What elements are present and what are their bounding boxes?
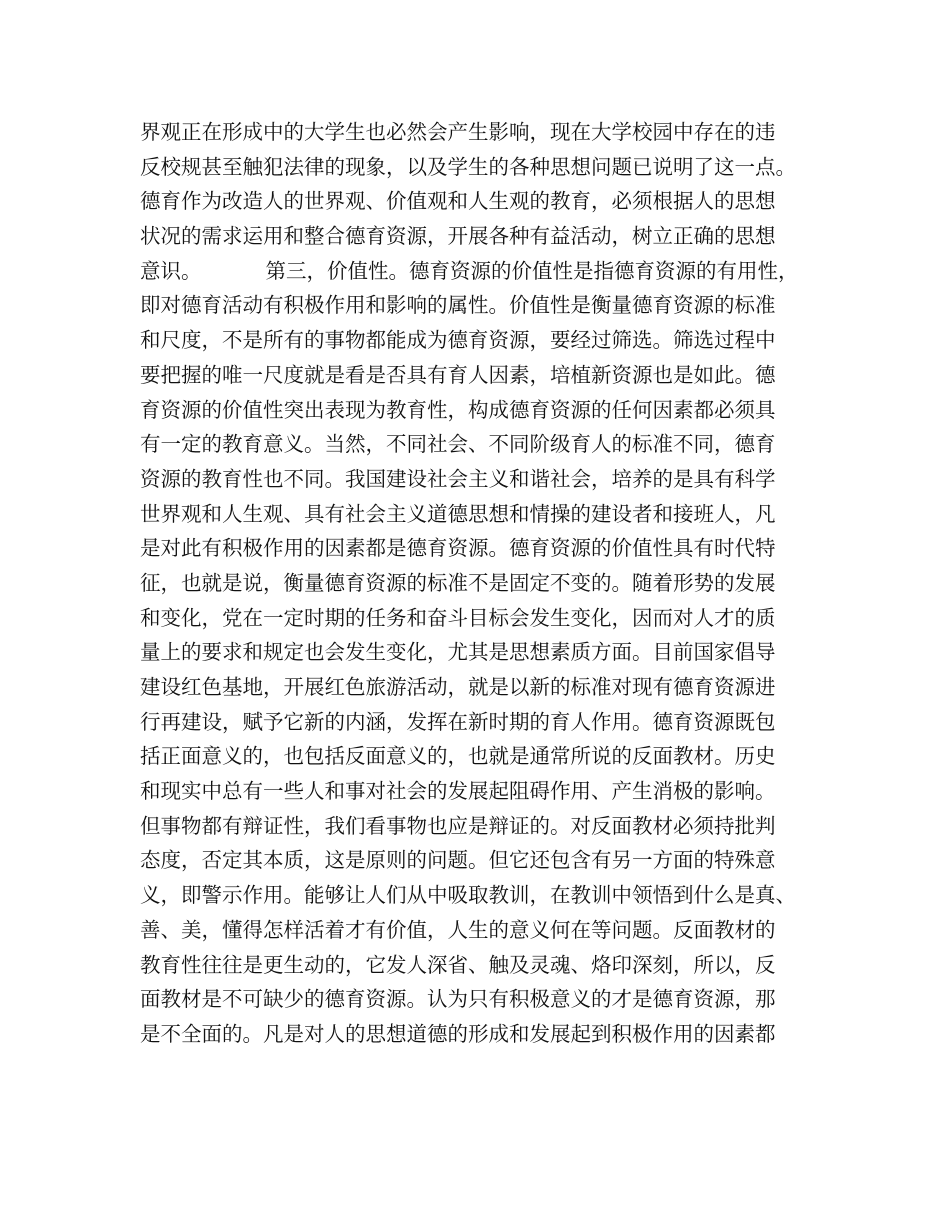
section-heading-inline: 第三，价值性。德育资源的价值性是指德育资源的有用性， [265,258,799,283]
text-line: 是不全面的。凡是对人的思想道德的形成和发展起到积极作用的因素都 [140,1021,776,1046]
text-line: 德育作为改造人的世界观、价值观和人生观的教育，必须根据人的思想 [140,189,776,214]
text-line: 有一定的教育意义。当然，不同社会、不同阶级育人的标准不同，德育 [140,432,776,457]
text-line: 括正面意义的，也包括反面意义的，也就是通常所说的反面教材。历史 [140,744,776,769]
text-line: 态度，否定其本质，这是原则的问题。但它还包含有另一方面的特殊意 [140,848,776,873]
text-line: 是对此有积极作用的因素都是德育资源。德育资源的价值性具有时代特 [140,536,776,561]
text-line: 即对德育活动有积极作用和影响的属性。价值性是衡量德育资源的标准 [140,293,776,318]
text-line: 和变化，党在一定时期的任务和奋斗目标会发生变化，因而对人才的质 [140,605,776,630]
text-line: 善、美，懂得怎样活着才有价值，人生的意义何在等问题。反面教材的 [140,917,776,942]
text-line: 教育性往往是更生动的，它发人深省、触及灵魂、烙印深刻，所以，反 [140,952,776,977]
text-line: 但事物都有辩证性，我们看事物也应是辩证的。对反面教材必须持批判 [140,813,776,838]
text-line: 要把握的唯一尺度就是看是否具有育人因素，培植新资源也是如此。德 [140,362,776,387]
text-line: 界观正在形成中的大学生也必然会产生影响，现在大学校园中存在的违 [140,120,776,144]
body-text [140,115,830,1052]
text-line: 建设红色基地，开展红色旅游活动，就是以新的标准对现有德育资源进 [140,675,776,699]
text-line [140,254,830,289]
text-line: 和现实中总有一些人和事对社会的发展起阻碍作用、产生消极的影响。 [140,779,776,804]
text-line: 征，也就是说，衡量德育资源的标准不是固定不变的。随着形势的发展 [140,570,776,595]
text-line: 状况的需求运用和整合德育资源，开展各种有益活动，树立正确的思想 [140,224,776,249]
text-line: 育资源的价值性突出表现为教育性，构成德育资源的任何因素都必须具 [140,397,776,422]
text-line: 和尺度，不是所有的事物都能成为德育资源，要经过筛选。筛选过程中 [140,328,776,353]
text-line: 世界观和人生观、具有社会主义道德思想和情操的建设者和接班人，凡 [140,501,776,526]
text-line: 量上的要求和规定也会发生变化，尤其是思想素质方面。目前国家倡导 [140,640,776,665]
text-line-start: 意识。 [140,258,202,283]
text-line: 义，即警示作用。能够让人们从中吸取教训，在教训中领悟到什么是真、 [140,883,796,908]
text-line: 行再建设，赋予它新的内涵，发挥在新时期的育人作用。德育资源既包 [140,709,776,734]
text-line: 资源的教育性也不同。我国建设社会主义和谐社会，培养的是具有科学 [140,466,776,491]
text-line: 反校规甚至触犯法律的现象，以及学生的各种思想问题已说明了这一点。 [140,154,796,179]
text-line: 面教材是不可缺少的德育资源。认为只有积极意义的才是德育资源，那 [140,987,776,1012]
